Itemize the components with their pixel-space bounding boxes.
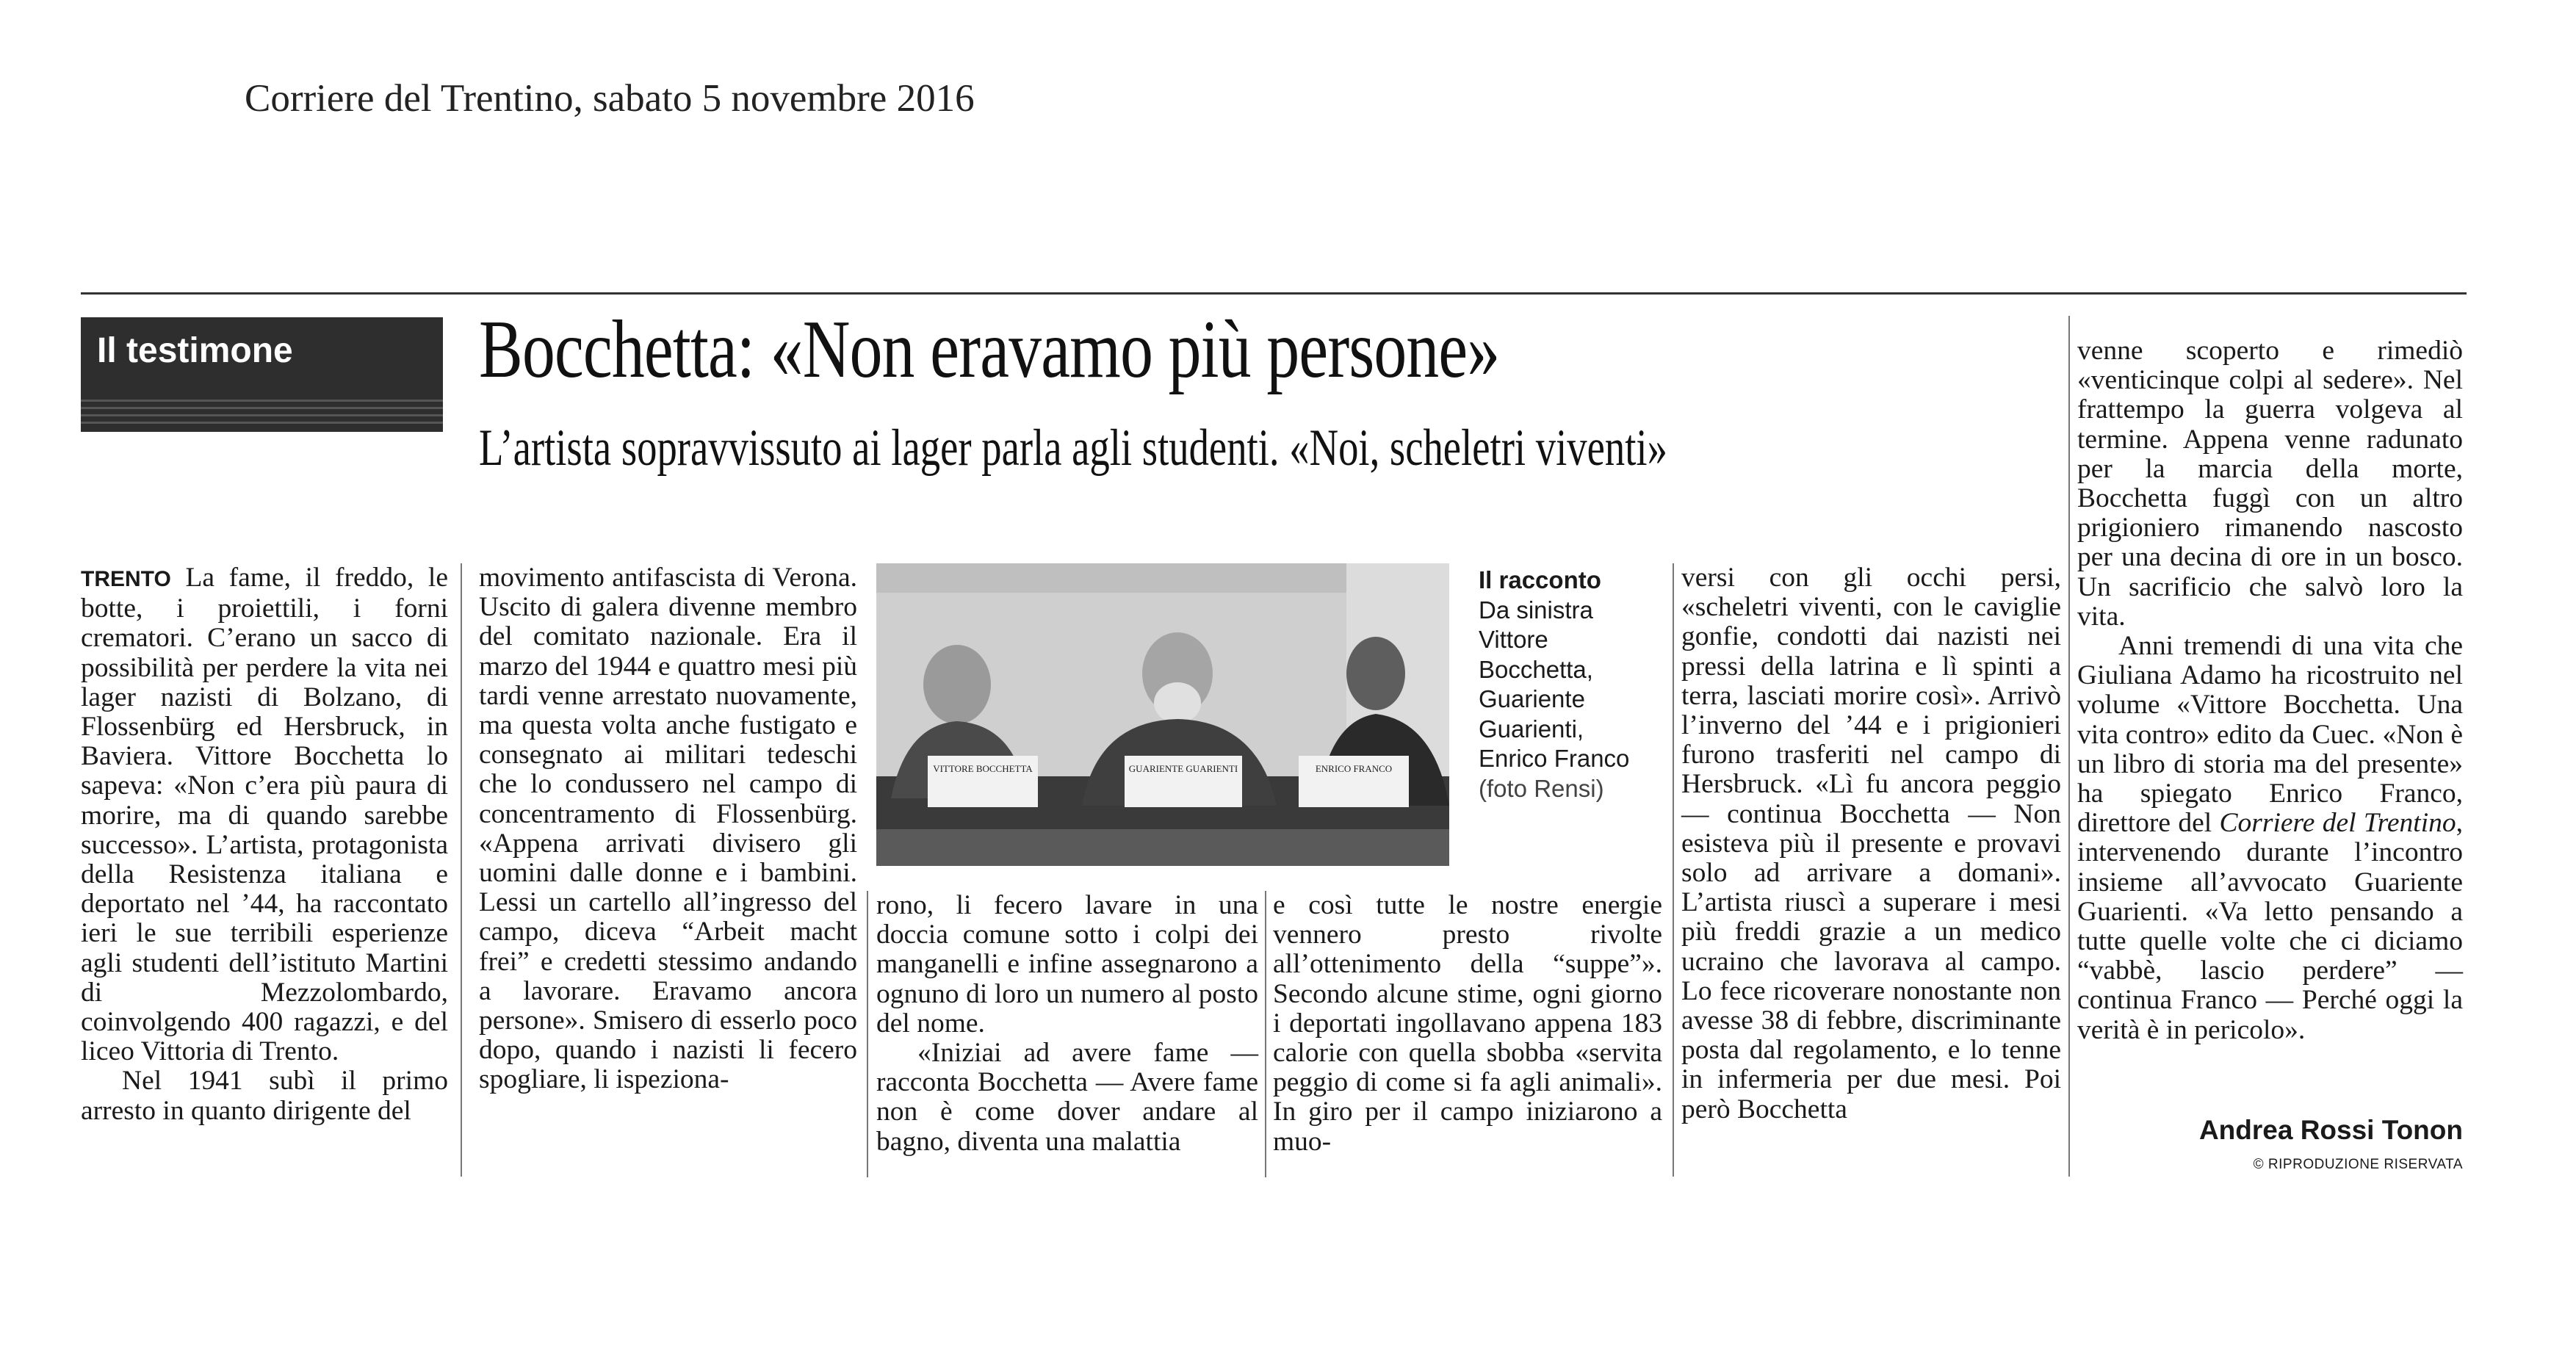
- column-divider: [1265, 891, 1266, 1177]
- caption-line: (foto Rensi): [1479, 774, 1604, 802]
- nameplate: VITTORE BOCCHETTA: [933, 763, 1033, 774]
- paragraph-text: , intervenendo durante l’incontro insieme all’avvocato Guariente Guarienti. «Va letto pensando a tutte quelle volte che ci diciamo “vabbè, lascio perdere” — continua Franco — Perché oggi la verità è in pericolo».: [2077, 808, 2463, 1045]
- paragraph: versi con gli occhi persi, «scheletri viventi, con le caviglie gonfie, condotti dai nazisti nei pressi della latrina e lì spinti a terra, lasciati morire così». Arrivò l’inverno del ’44 e i prigionieri furono trasferiti nel campo di Hersbruck. «Lì fu ancora peggio — continua Bocchetta — Non esisteva più il presente e provavi solo ad arrivare a domani». L’artista riuscì a superare i mesi più freddi grazie a un medico ucraino che lavorava al campo. Lo fece ricoverare nonostante non avesse 38 di febbre, discriminante posta dal regolamento, e lo tenne in infermeria per due mesi. Poi però Bocchetta: [1681, 563, 2061, 1124]
- paragraph: [81, 563, 448, 1066]
- caption-line: Bocchetta,: [1479, 655, 1593, 683]
- stripe-line: [81, 422, 443, 424]
- photo-caption: [1479, 566, 1670, 803]
- paragraph: «Iniziai ad avere fame — racconta Bocchetta — Avere fame non è come dover andare al bagno, diventa una malattia: [876, 1038, 1258, 1157]
- paragraph: rono, li fecero lavare in una doccia comune sotto i colpi dei manganelli e infine assegnarono a ognuno di loro un numero al posto del nome.: [876, 890, 1258, 1039]
- article-column-1: [81, 563, 448, 1126]
- paragraph-text: La fame, il freddo, le botte, i proiettili, i forni crematori. C’erano un sacco di possibilità per perdere la vita nei lager nazisti di Bolzano, di Flossenbürg ed Hersbruck, in Baviera. Vittore Bocchetta lo sapeva: «Non c’era più paura di morire, ma di quando sarebbe successo». L’artista, protagonista della Resistenza italiana e deportato nel ’44, ha raccontato ieri le sue terribili esperienze agli studenti dell’istituto Martini di Mezzolombardo, coinvolgendo 400 ragazzi, e del liceo Vittoria di Trento.: [81, 563, 448, 1067]
- stripe-line: [81, 407, 443, 409]
- source-line: Corriere del Trentino, sabato 5 novembre 2016: [245, 77, 975, 120]
- caption-line: Guarienti,: [1479, 715, 1584, 743]
- paragraph: movimento antifascista di Verona. Uscito di galera divenne membro del comitato nazionale. Era il marzo del 1944 e quattro mesi più tardi venne arrestato nuovamente, ma questa volta anche fustigato e consegnato ai militari tedeschi che lo condussero nel campo di concentramento di Flossenbürg. «Appena arrivati divisero gli uomini dalle donne e i bambini. Lessi un cartello all’ingresso del campo, diceva “Arbeit macht frei” e credetti stessimo andando a lavorare. Eravamo ancora persone». Smisero di esserlo poco dopo, quando i nazisti li fecero spogliare, li ispeziona-: [479, 563, 857, 1095]
- column-divider: [461, 563, 462, 1177]
- paragraph-text: Anni tremendi di una vita che Giuliana Adamo ha ricostruito nel volume «Vittore Bocchetta. Una vita contro» edito da Cuec. «Non è un libro di storia ma del presente» ha spiegato Enrico Franco, direttore del: [2077, 631, 2463, 839]
- dateline: TRENTO: [81, 567, 171, 591]
- stripe-line: [81, 414, 443, 416]
- paragraph: Nel 1941 subì il primo arresto in quanto dirigente del: [81, 1066, 448, 1126]
- column-divider: [867, 891, 868, 1177]
- article-column-6: [2077, 336, 2463, 1045]
- article-column-2: [479, 563, 857, 1095]
- copyright-notice: © RIPRODUZIONE RISERVATA: [2253, 1157, 2463, 1172]
- subheadline: L’artista sopravvissuto ai lager parla agli studenti. «Noi, scheletri viventi»: [479, 419, 1667, 477]
- paragraph: venne scoperto e rimediò «venticinque colpi al sedere». Nel frattempo la guerra volgeva al termine. Appena venne radunato per la marcia della morte, Bocchetta fuggì con un altro prigioniero rimanendo nascosto per una decina di ore in un bosco. Un sacrificio che salvò loro la vita.: [2077, 336, 2463, 632]
- article-column-4: [1273, 891, 1662, 1157]
- top-rule: [81, 292, 2467, 295]
- paragraph: [2077, 632, 2463, 1045]
- stripe-line: [81, 400, 443, 402]
- caption-line: Enrico Franco: [1479, 745, 1630, 772]
- caption-title: Il racconto: [1479, 566, 1601, 593]
- section-label: Il testimone: [97, 331, 293, 370]
- section-box: [81, 317, 443, 432]
- column-divider: [2068, 316, 2070, 1177]
- caption-line: Guariente: [1479, 685, 1585, 712]
- byline: Andrea Rossi Tonon: [2198, 1115, 2463, 1145]
- caption-line: Da sinistra: [1479, 596, 1593, 624]
- headline: Bocchetta: «Non eravamo più persone»: [479, 304, 1500, 395]
- article-column-5: [1681, 563, 2061, 1124]
- caption-line: Vittore: [1479, 626, 1548, 653]
- nameplate: ENRICO FRANCO: [1315, 763, 1393, 774]
- newspaper-name: Corriere del Trentino: [2219, 808, 2456, 839]
- column-divider: [1673, 563, 1674, 1177]
- article-photo: [876, 563, 1449, 866]
- photo-illustration: [876, 563, 1449, 866]
- article-column-3: [876, 891, 1258, 1157]
- paragraph: e così tutte le nostre energie vennero presto rivolte all’ottenimento della “suppe”». Secondo alcune stime, ogni giorno i deportati ingollavano appena 183 calorie con quella sbobba «servita peggio di come si fa agli animali». In giro per il campo iniziarono a muo-: [1273, 890, 1662, 1157]
- nameplate: GUARIENTE GUARIENTI: [1128, 763, 1238, 774]
